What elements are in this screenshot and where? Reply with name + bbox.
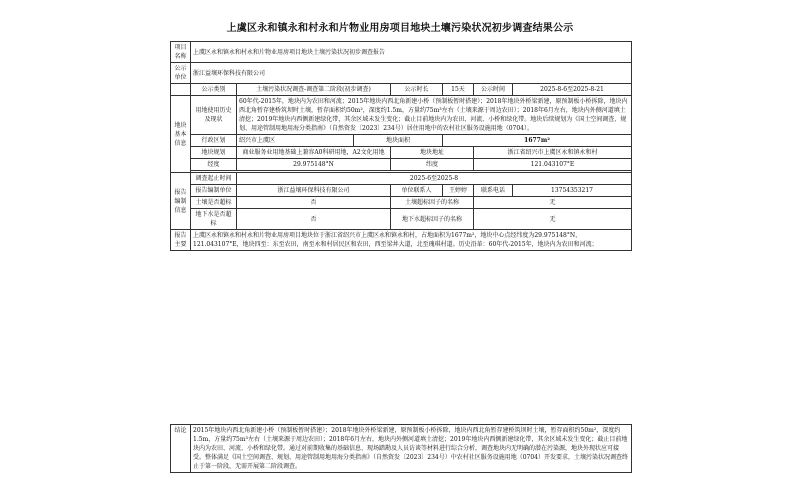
area-value: 1677m² xyxy=(443,135,632,147)
project-name-label: 项目名称 xyxy=(171,42,191,63)
report-info-group-label: 报告编制信息 xyxy=(171,173,191,230)
area-label: 地块面积 xyxy=(354,135,443,147)
publicity-duration-value: 15天 xyxy=(443,84,474,96)
publisher-label: 公示单位 xyxy=(171,63,191,84)
soil-exceed-value: 否 xyxy=(237,197,391,209)
period-label: 调查起止时间 xyxy=(191,173,237,185)
longitude-value: 121.043107°E xyxy=(474,159,632,171)
contact-value: 王婷婷 xyxy=(443,185,474,197)
main-info-table xyxy=(170,41,632,251)
water-factor-label: 地下水超标因子的名称 xyxy=(391,209,474,230)
conclusion-table xyxy=(170,424,632,473)
soil-exceed-label: 土壤是否超标 xyxy=(191,197,237,209)
history-text: 60年代-2015年，地块内为农田和河流；2015年地块内西北角新建小桥（预制板暂时搭建）；2018年地块外桥梁新建，原预制板小桥拆除，地块内西北角暂存建桥筑坝时土壤，暂存面积约50m²，深度约1.5m，方量约75m³左右（土壤来源于周边农田）；2018年6月左右，地块内外侧河道填土清挖；2019年地块内西侧新建绿化带，其余区域未发生变化；截止目前地块内为农田、河流、小桥和绿化带。地块后续规划为《国土空间调查、规划、用途管制用地用海分类指南》（自然资发〔2023〕234号）居住用地中的农村社区服务设施用地（0704）。 xyxy=(237,96,632,135)
publicity-duration-label: 公示时长 xyxy=(391,84,443,96)
longitude-label: 纬度 xyxy=(391,159,474,171)
conclusion-text: 2015年地块内西北角新建小桥（预制板暂时搭建）；2018年地块外桥梁新建，原预制板小桥拆除，地块内西北角暂存建桥筑坝时土壤，暂存面积约50m²，深度约1.5m，方量约75m³左右（土壤来源于周边农田）；2018年6月左右，地块内外侧河道填土清挖；2019年地块内西侧新建绿化带，其余区域未发生变化；截止目前地块内为农田、河流、小桥和绿化带。通过对前期收集的基础信息、现场踏勘及人员访谈等材料进行综合分析，调查地块内无明确的潜在污染源，地块外现状应可接受。整体满足《国土空间调查、规划、用途管制用地用海分类指南》（自然资发〔2023〕234号）中农村社区服务设施用地（0704）开发要求，土壤污染状况调查终止于第一阶段，无需开展第二阶段调查。 xyxy=(191,425,632,473)
plan-label: 地块规划 xyxy=(191,147,237,159)
publicity-time-value: 2025-8-6至2025-8-21 xyxy=(513,84,632,96)
soil-factor-value: 无 xyxy=(474,197,632,209)
water-factor-value: 无 xyxy=(474,209,632,230)
org-value: 浙江益壤环保科技有限公司 xyxy=(237,185,391,197)
publicity-type-value: 土壤污染状况调查-调查第二阶段(初步调查) xyxy=(237,84,391,96)
district-label: 行政区划 xyxy=(191,135,237,147)
site-info-group-label: 地块基本信息 xyxy=(171,96,191,173)
soil-factor-label: 土壤超标因子的名称 xyxy=(391,197,474,209)
phone-label: 联系电话 xyxy=(474,185,513,197)
publisher-value: 浙江益壤环保科技有限公司 xyxy=(191,63,632,84)
latitude-value: 29.975148°N xyxy=(237,159,391,171)
water-exceed-value: 否 xyxy=(237,209,391,230)
plan-value: 商业服务业用地基础上兼容A0科研用地，A2文化用地 xyxy=(237,147,391,159)
report-main-text: 上虞区永和镇永和村永和片物业用房项目地块位于浙江省绍兴市上虞区永和镇永和村，占地面积为1677m²，地块中心点经纬度为29.975148°N、121.043107°E，地块四至：东至农田，南至永和村居民区和农田，西至梁丼大道，北至瑰琪村道。历史沿革：60年代-2015年，地块内为农田和河流； xyxy=(191,230,632,251)
report-main-label: 报告主要 xyxy=(171,230,191,251)
org-label: 报告编制单位 xyxy=(191,185,237,197)
contact-label: 单位联系人 xyxy=(391,185,443,197)
publicity-time-label: 公示时间 xyxy=(474,84,513,96)
project-name-value: 上虞区永和镇永和村永和片物业用房项目地块土壤污染状况初步调查报告 xyxy=(191,42,632,63)
publicity-type-label: 公示类别 xyxy=(191,84,237,96)
water-exceed-label: 地下水是否超标 xyxy=(191,209,237,230)
phone-value: 13754353217 xyxy=(513,185,632,197)
latitude-label: 经度 xyxy=(191,159,237,171)
address-label: 地块地址 xyxy=(391,147,474,159)
address-value: 浙江省绍兴市上虞区永和镇永和村 xyxy=(474,147,632,159)
conclusion-label: 结论 xyxy=(171,425,191,473)
document-title: 上虞区永和镇永和村永和片物业用房项目地块土壤污染状况初步调查结果公示 xyxy=(226,23,574,34)
district-value: 绍兴市上虞区 xyxy=(237,135,354,147)
period-value: 2025-6至2025-8 xyxy=(237,173,632,185)
history-label: 用地使用历史及现状 xyxy=(191,96,237,135)
